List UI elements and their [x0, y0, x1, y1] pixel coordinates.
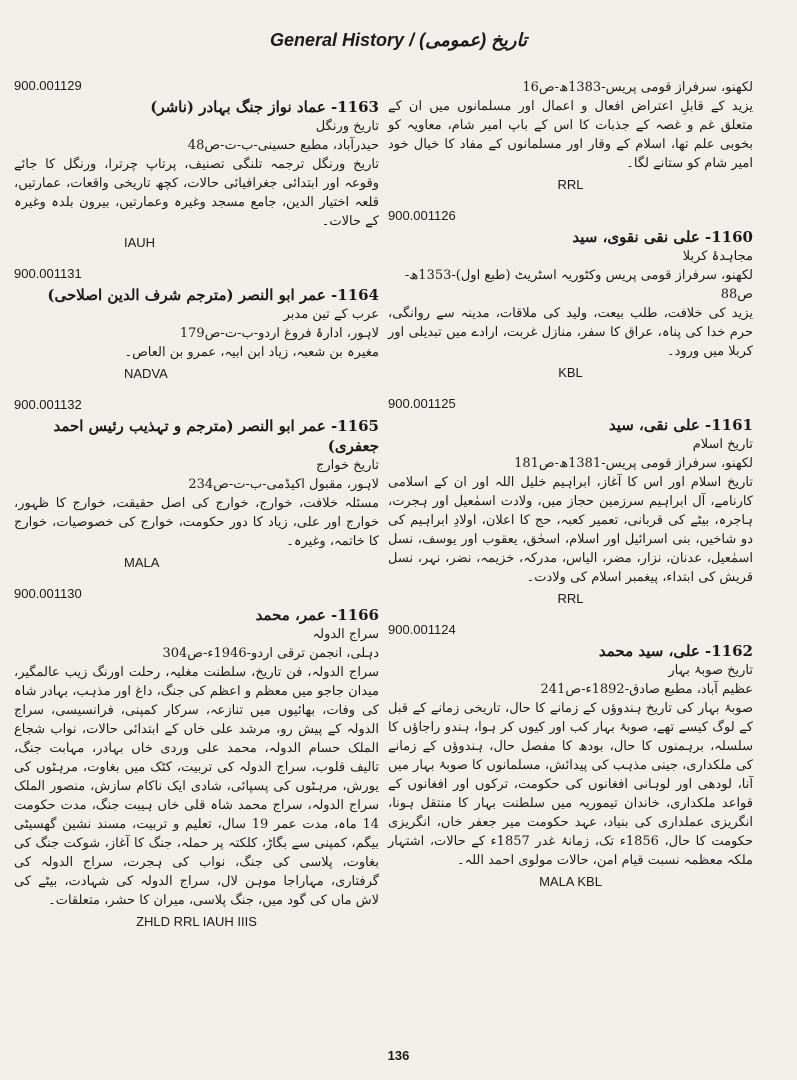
- entry-contents: تاریخ ورنگل ترجمہ تلنگی تصنیف، پرتاپ چرترا، ورنگل کا جائے وقوعہ اور ابتدائی جغرافیائی حالات، کچھ تاریخی واقعات، عمارتیں، قلعہ اختیار الدین، جامع مسجد وغیرہ وعمارتیں، بیرون بلدہ وغیرہ کے حالات۔: [14, 157, 379, 229]
- entry-accession-number: 900.001132: [14, 397, 82, 412]
- entry-accession-number: 900.001129: [14, 78, 82, 93]
- entry-title: 1163- عماد نواز جنگ بہادر (ناشر): [150, 98, 379, 116]
- entry-1164: [14, 266, 379, 381]
- entry-contents: یزید کے قابلِ اعتراض افعال و اعمال اور مسلمانوں میں ان کے متعلق غم و غصہ کے جذبات کا اس کے باپ امیر شام، معاویہ کو بخوبی علم تھا، اسلام کے وقار اور مسلمانوں کے مفاد کا خیال خود امیر شام کو ستانے لگا۔: [388, 99, 753, 171]
- entry-accession-number: 900.001125: [388, 396, 456, 411]
- entry-book-title: مجاہدۂ کربلا: [682, 249, 753, 264]
- entry-imprint: عظیم آباد، مطبع صادق-1892ء-ص241: [540, 682, 753, 697]
- entry-book-title: تاریخ صوبۂ بہار: [668, 663, 753, 678]
- entry-continued: [388, 78, 753, 192]
- entry-1165: [14, 397, 379, 570]
- entry-accession-number: 900.001131: [14, 266, 82, 281]
- entry-1160: [388, 208, 753, 380]
- entry-library: RRL: [557, 591, 584, 606]
- entry-1162: [388, 622, 753, 889]
- entry-title: 1161- علی نقی، سید: [608, 416, 753, 434]
- right-column: [388, 78, 753, 905]
- entry-contents: یزید کی خلافت، طلب بیعت، ولید کی ملاقات، مدینہ سے روانگی، حرم خدا کی پناہ، عراق کا سفر، منازل غربت، ارادے میں تبدیلی اور کربلا میں ورود۔: [388, 306, 753, 359]
- entry-library: KBL: [558, 365, 583, 380]
- entry-book-title: تاریخ خوارج: [315, 458, 379, 473]
- entry-imprint: لکھنو، سرفراز قومی پریس وکٹوریہ اسٹریٹ (طبع اول)-1353ھ-ص88: [404, 268, 753, 302]
- entry-imprint: لکھنو، سرفراز قومی پریس-1381ھ-ص181: [514, 456, 753, 471]
- entry-library: MALA: [124, 555, 160, 570]
- entry-accession-number: 900.001126: [388, 208, 456, 223]
- entry-book-title: تاریخ اسلام: [692, 437, 753, 452]
- entry-1166: [14, 586, 379, 929]
- entry-title: 1164- عمر ابو النصر (مترجم شرف الدین اصلاحی): [47, 286, 379, 304]
- entry-imprint: لکھنو، سرفراز قومی پریس-1383ھ-ص16: [522, 80, 753, 95]
- entry-library: RRL: [557, 177, 584, 192]
- entry-title: 1165- عمر ابو النصر (مترجم و تہذیب رئیس احمد جعفری): [53, 417, 379, 455]
- entry-library: ZHLD RRL IAUH IIIS: [136, 914, 257, 929]
- entry-1163: [14, 78, 379, 250]
- entry-contents: تاریخ اسلام اور اس کا آغاز، ابراہیم خلیل اللہ اور ان کے اسلامی کارنامے، آل ابراہیم سرزمین حجاز میں، ولادت اسمٰعیل اور ہجرت، ہاجرہ، بیٹے کی قربانی، تعمیر کعبہ، حج کا اعلان، اولادِ ابراہیم کی دو شاخیں، بنی اسرائیل اور اسلام، اسحٰق، یعقوب اور یوسف، نسل اسمٰعیل، عدنان، نزار، مضر، الیاس، مدرکہ، خزیمہ، نضر، نہر، نسل قریش کی ابتداء، پیغمبر اسلام کی ولادت۔: [388, 475, 753, 585]
- entry-book-title: تاریخ ورنگل: [315, 119, 379, 134]
- entry-imprint: حیدرآباد، مطبع حسینی-ب-ت-ص48: [187, 138, 379, 153]
- entry-book-title: عرب کے تین مدبر: [283, 307, 379, 322]
- entry-1161: [388, 396, 753, 606]
- entry-contents: صوبۂ بہار کی تاریخ ہندوؤں کے زمانے کا حال، تاریخی زمانے کے قبل کے لوگ کیسے تھے، صوبۂ بہار کب اور کیوں کر ہوا، ہندو راجاؤں کا سلسلہ، برہمنوں کا حال، بودھ کا مفصل حال، ہندوؤں کے زمانے کی ملکداری، جینی مذہب کی پیدائش، مسلمانوں کا صوبۂ بہار میں آنا، لودھی اور لوہانی افغانوں کی حکومت، ترکوں اور افغانوں کے قواعد ملکداری، خاندان تیموریہ میں سلطنت بہار کا منتقل ہونا، انگریزی عملداری کی بنیاد، عہد حکومت میر جعفر خاں، انگریزی حکومت کا حال، 1856ء تک، زمانۂ غدر 1857ء کے حالات، اشتہار ملکہ معظمہ نسبت قیام امن، حالات مولوی احمد اللہ۔: [388, 701, 753, 868]
- entry-library: IAUH: [124, 235, 156, 250]
- entry-contents: مغیرہ بن شعبہ، زیاد ابن ابیہ، عمرو بن العاص۔: [124, 345, 379, 360]
- entry-accession-number: 900.001124: [388, 622, 456, 637]
- page-header: General History / تاریخ (عمومی): [270, 30, 527, 50]
- entry-imprint: لاہور، ادارۂ فروغ اردو-ب-ت-ص179: [179, 326, 379, 341]
- entry-title: 1160- علی نقی نقوی، سید: [572, 228, 753, 246]
- entry-library: MALA KBL: [539, 874, 602, 889]
- entry-title: 1166- عمر، محمد: [255, 606, 379, 624]
- entry-accession-number: 900.001130: [14, 586, 82, 601]
- entry-contents: سراج الدولہ، فن تاریخ، سلطنت مغلیہ، رحلت اورنگ زیب عالمگیر، میدان جاجو میں معظم و اعظم کی جنگ، داغ اور مذہب، بہادر شاہ کی وفات، بھائیوں میں تنازعہ، سرکار کمپنی، فرانسیسی، سراج الدولہ کے پیش رو، مرشد علی خاں کے ابتدائی حالات، نواب شجاع الملک حسام الدولہ، محمد علی وردی خاں بہادر، مہابت جنگ، تالیف قلوب، سراج الدولہ کی تربیت، کٹک میں بغاوت، مرہٹوں کی یورش، مرہٹوں کی پسپائی، شادی ایک ناکام سازش، منصور الملک سراج الدولہ، سراج محمد شاہ قلی خاں ہیبت جنگ، مدت حکومت 14 ماہ، مدت عمر 19 سال، تعلیم و تربیت، مسند نشین گھسیٹی بیگم، کمپنی سے بگاڑ، کلکتہ پر حملہ، جنگ کا آغاز، شوکت جنگ کی بغاوت، پلاسی کی جنگ، نواب کی ہجرت، سراج الدولہ کی گرفتاری، مہاراجا موہن لال، سراج الدولہ کی شہادت، بیٹے کی لاش ماں کی گود میں، جنگ پلاسی، میران کا حشر، متعلقات۔: [14, 665, 379, 908]
- entry-imprint: دہلی، انجمن ترقی اردو-1946ء-ص304: [162, 646, 379, 661]
- left-column: [14, 78, 379, 945]
- entry-library: NADVA: [124, 366, 168, 381]
- entry-book-title: سراج الدولہ: [312, 627, 379, 642]
- page-number: 136: [387, 1048, 410, 1063]
- entry-contents: مسئلہ خلافت، خوارج، خوارج کی اصل حقیقت، خوارج کا ظہور، خوارج اور علی، زیاد کا دور حکومت، خوارج کی خصوصیات، خوارج کا خاتمہ، وغیرہ۔: [14, 496, 379, 549]
- entry-title: 1162- علی، سید محمد: [598, 642, 753, 660]
- entry-imprint: لاہور، مقبول اکیڈمی-ب-ت-ص234: [188, 477, 379, 492]
